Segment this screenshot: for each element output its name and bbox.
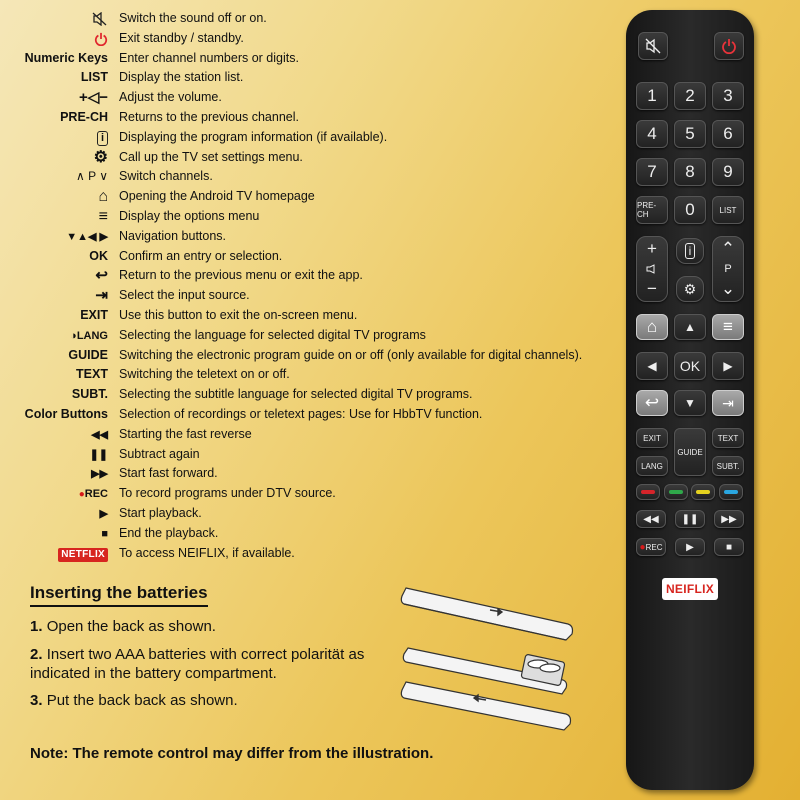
- home-icon: ⌂: [646, 317, 658, 336]
- color-bar: [724, 490, 738, 494]
- exit-button[interactable]: EXIT: [636, 428, 668, 448]
- menu-icon: ≡: [723, 317, 733, 336]
- rec-label: REC: [645, 542, 663, 552]
- legend-key: [0, 524, 108, 545]
- netflix-button[interactable]: NEIFLIX: [662, 578, 718, 600]
- legend-key: [0, 167, 108, 187]
- legend-key: [0, 425, 108, 446]
- legend-description: To access NEIFLIX, if available.: [119, 545, 295, 560]
- play-icon: ▶: [686, 541, 694, 553]
- legend-row: [0, 445, 610, 465]
- legend-description: Display the options menu: [119, 208, 260, 223]
- guide-button[interactable]: GUIDE: [674, 428, 706, 476]
- legend-description: To record programs under DTV source.: [119, 486, 336, 501]
- legend-key: [0, 326, 108, 347]
- legend-key: [0, 365, 108, 385]
- legend-description: Switching the teletext on or off.: [119, 367, 290, 382]
- legend-key-label: EXIT: [80, 307, 108, 322]
- legend-row: [0, 266, 610, 286]
- input-source-button[interactable]: [712, 390, 744, 416]
- legend-row: [0, 306, 610, 326]
- rewind-button[interactable]: [636, 510, 666, 528]
- plus-icon: +: [647, 239, 657, 259]
- legend-description: Switch channels.: [119, 169, 213, 184]
- legend-key: [0, 247, 108, 267]
- legend-row: [0, 484, 610, 504]
- stop-button[interactable]: [714, 538, 744, 556]
- remote-control: [626, 10, 754, 790]
- pause-icon: ❚❚: [681, 513, 699, 525]
- legend-key: [0, 88, 108, 109]
- legend-row: [0, 524, 610, 544]
- legend-description: Switching the electronic program guide on or off (only available for digital channels).: [119, 347, 583, 362]
- legend-key-label: LIST: [80, 70, 108, 85]
- legend-key-label: NETFLIX: [58, 548, 108, 562]
- fast-forward-icon: ▶▶: [91, 468, 108, 481]
- step-text: Insert two AAA batteries with correct polarität as indicated in the battery compartment.: [30, 646, 365, 682]
- legend-description: Start fast forward.: [119, 466, 218, 481]
- lang-icon: ◑: [70, 329, 77, 342]
- legend-key: [0, 49, 108, 69]
- text-button[interactable]: TEXT: [712, 428, 744, 448]
- red-button[interactable]: [636, 484, 660, 500]
- legend-key-label: Numeric Keys: [24, 50, 108, 65]
- speaker-icon: [646, 264, 658, 274]
- legend-key: [0, 504, 108, 525]
- info-button[interactable]: [676, 238, 704, 264]
- digit-4-button[interactable]: 4: [636, 120, 668, 148]
- legend-row: [0, 464, 610, 484]
- batteries-heading: Inserting the batteries: [30, 583, 208, 607]
- legend-key-label: LANG: [76, 329, 108, 342]
- disclaimer-note: Note: The remote control may differ from the illustration.: [30, 745, 434, 762]
- subt-button[interactable]: SUBT.: [712, 456, 744, 476]
- volume-icon: +◁−: [78, 89, 108, 107]
- legend-key: [0, 108, 108, 128]
- gear-icon: ⚙: [93, 148, 108, 166]
- legend-row: [0, 128, 610, 148]
- digit-0-button[interactable]: 0: [674, 196, 706, 224]
- settings-button[interactable]: [676, 276, 704, 302]
- legend-row: [0, 9, 610, 29]
- digit-1-button[interactable]: 1: [636, 82, 668, 110]
- legend-key-label: Color Buttons: [24, 406, 108, 421]
- legend-key: [0, 445, 108, 466]
- legend-description: Use this button to exit the on-screen menu.: [119, 307, 358, 322]
- step-number: 1.: [30, 618, 43, 635]
- stop-icon: ■: [725, 541, 733, 553]
- legend-description: Starting the fast reverse: [119, 426, 252, 441]
- legend-row: [0, 108, 610, 128]
- fast-forward-button[interactable]: [714, 510, 744, 528]
- legend-key-label: REC: [84, 488, 108, 501]
- legend-key-label: GUIDE: [68, 347, 108, 362]
- fast-forward-icon: ▶▶: [721, 513, 737, 525]
- rewind-icon: ◀◀: [643, 513, 659, 525]
- digit-9-button[interactable]: 9: [712, 158, 744, 186]
- legend-key-label: OK: [89, 248, 108, 263]
- input-icon: ⇥: [95, 287, 108, 305]
- legend-description: Enter channel numbers or digits.: [119, 50, 299, 65]
- legend-row: [0, 425, 610, 445]
- legend-key: [0, 187, 108, 208]
- p-label: P: [724, 263, 732, 275]
- digit-5-button[interactable]: 5: [674, 120, 706, 148]
- digit-7-button[interactable]: 7: [636, 158, 668, 186]
- key-legend: [0, 9, 610, 563]
- rec-icon: ●: [78, 489, 85, 501]
- play-button[interactable]: [675, 538, 705, 556]
- nav-left-button[interactable]: [636, 352, 668, 380]
- color-bar: [641, 490, 655, 494]
- legend-row: [0, 365, 610, 385]
- blue-button[interactable]: [719, 484, 743, 500]
- arrow-up-icon: ▲: [684, 320, 696, 334]
- power-button[interactable]: [714, 32, 744, 60]
- nav-down-button[interactable]: [674, 390, 706, 416]
- mute-icon: [645, 38, 661, 54]
- digit-8-button[interactable]: 8: [674, 158, 706, 186]
- legend-description: Adjust the volume.: [119, 90, 222, 105]
- legend-key: [0, 385, 108, 405]
- menu-icon: ≡: [98, 207, 108, 225]
- nav-up-button[interactable]: [674, 314, 706, 340]
- back-button[interactable]: [636, 390, 668, 416]
- legend-description: Call up the TV set settings menu.: [119, 149, 303, 164]
- legend-description: Exit standby / standby.: [119, 30, 244, 45]
- home-button[interactable]: [636, 314, 668, 340]
- green-button[interactable]: [664, 484, 688, 500]
- legend-key: [0, 68, 108, 88]
- legend-key: [0, 286, 108, 307]
- list-button[interactable]: LIST: [712, 196, 744, 224]
- legend-description: Selecting the language for selected digital TV programs: [119, 327, 426, 342]
- legend-row: [0, 405, 610, 425]
- legend-key: [0, 484, 108, 505]
- legend-row: [0, 207, 610, 227]
- pause-button[interactable]: [675, 510, 705, 528]
- power-icon: [721, 38, 737, 54]
- legend-key: [0, 148, 108, 169]
- legend-description: Start playback.: [119, 505, 202, 520]
- info-icon: i: [685, 243, 696, 259]
- chevron-down-icon: ⌄: [720, 279, 736, 298]
- battery-illustration: [398, 578, 588, 748]
- gear-icon: ⚙: [683, 280, 697, 297]
- legend-description: Select the input source.: [119, 288, 250, 303]
- legend-description: Subtract again: [119, 446, 200, 461]
- battery-step-3: [30, 691, 370, 710]
- step-number: 3.: [30, 692, 43, 709]
- legend-row: [0, 49, 610, 69]
- arrow-right-icon: ▶: [723, 359, 733, 373]
- legend-description: Navigation buttons.: [119, 228, 227, 243]
- legend-row: [0, 286, 610, 306]
- legend-row: [0, 544, 610, 564]
- channel-rocker[interactable]: [712, 236, 744, 302]
- color-bar: [669, 490, 683, 494]
- legend-description: Display the station list.: [119, 70, 244, 85]
- legend-key: [0, 128, 108, 148]
- legend-key: [0, 544, 108, 564]
- legend-key: [0, 207, 108, 228]
- step-text: Open the back as shown.: [46, 618, 216, 635]
- power-icon: [94, 31, 108, 45]
- legend-key: [0, 306, 108, 326]
- legend-row: [0, 29, 610, 49]
- legend-row: [0, 385, 610, 405]
- pre-ch-button[interactable]: PRE-CH: [636, 196, 668, 224]
- legend-description: Selecting the subtitle language for selected digital TV programs.: [119, 387, 473, 402]
- legend-key: [0, 405, 108, 425]
- legend-row: [0, 227, 610, 247]
- channel-icon: ∧ P ∨: [75, 169, 108, 184]
- chevron-up-icon: ⌃: [720, 239, 736, 258]
- lang-button[interactable]: LANG: [636, 456, 668, 476]
- back-icon: ↩: [644, 393, 660, 412]
- legend-row: [0, 187, 610, 207]
- legend-row: [0, 68, 610, 88]
- stop-icon: ■: [101, 527, 108, 540]
- battery-step-2: [30, 645, 370, 683]
- options-menu-button[interactable]: [712, 314, 744, 340]
- ok-button[interactable]: OK: [674, 352, 706, 380]
- legend-key-label: SUBT.: [71, 387, 108, 402]
- legend-description: Confirm an entry or selection.: [119, 248, 283, 263]
- legend-row: [0, 326, 610, 346]
- pause-icon: ❚❚: [89, 448, 108, 461]
- legend-key-label: PRE-CH: [60, 109, 108, 124]
- back-icon: ↩: [95, 267, 108, 285]
- legend-description: Opening the Android TV homepage: [119, 189, 315, 204]
- rec-dot-icon: ●: [639, 541, 646, 553]
- legend-description: Selection of recordings or teletext pages: Use for HbbTV function.: [119, 406, 483, 421]
- legend-key: [0, 464, 108, 485]
- legend-row: [0, 346, 610, 366]
- arrows-icon: ▼▲◀ ▶: [66, 230, 108, 243]
- mute-button[interactable]: [638, 32, 668, 60]
- home-icon: ⌂: [98, 188, 108, 206]
- digit-6-button[interactable]: 6: [712, 120, 744, 148]
- legend-row: [0, 504, 610, 524]
- yellow-button[interactable]: [691, 484, 715, 500]
- nav-right-button[interactable]: [712, 352, 744, 380]
- legend-row: [0, 148, 610, 168]
- rec-button[interactable]: [636, 538, 666, 556]
- step-number: 2.: [30, 646, 43, 663]
- input-icon: ⇥: [722, 394, 734, 411]
- info-icon: i: [97, 130, 108, 144]
- mute-icon: [92, 11, 108, 25]
- legend-key: [0, 227, 108, 248]
- legend-key-label: TEXT: [76, 367, 108, 382]
- legend-key: [0, 266, 108, 287]
- step-text: Put the back back as shown.: [46, 692, 238, 709]
- color-bar: [696, 490, 710, 494]
- digit-3-button[interactable]: 3: [712, 82, 744, 110]
- rewind-icon: ◀◀: [91, 428, 108, 441]
- legend-row: [0, 247, 610, 267]
- legend-description: Switch the sound off or on.: [119, 11, 267, 25]
- legend-description: Return to the previous menu or exit the app.: [119, 268, 363, 283]
- legend-key: [0, 346, 108, 366]
- arrow-left-icon: ◀: [647, 359, 657, 373]
- volume-rocker[interactable]: [636, 236, 668, 302]
- battery-step-1: [30, 617, 370, 636]
- legend-key: [0, 9, 108, 29]
- play-icon: ▶: [99, 507, 108, 520]
- legend-description: End the playback.: [119, 525, 219, 540]
- digit-2-button[interactable]: 2: [674, 82, 706, 110]
- legend-key: [0, 29, 108, 49]
- minus-icon: −: [647, 278, 657, 298]
- arrow-down-icon: ▼: [684, 396, 696, 410]
- legend-description: Displaying the program information (if available).: [119, 129, 388, 144]
- legend-row: [0, 167, 610, 187]
- legend-row: [0, 88, 610, 108]
- legend-description: Returns to the previous channel.: [119, 109, 299, 124]
